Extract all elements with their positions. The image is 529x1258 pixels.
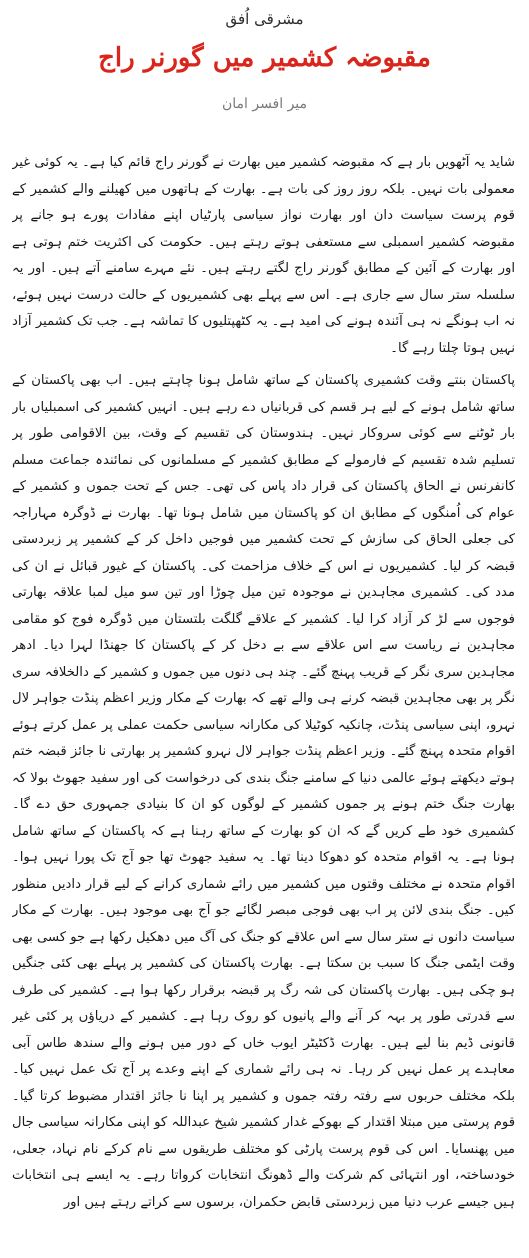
article-headline: مقبوضہ کشمیر میں گورنر راج xyxy=(98,43,431,73)
article-paragraph-2: پاکستان بنتے وقت کشمیری پاکستان کے ساتھ شامل ہونا چاہتے ہیں۔ اب بھی پاکستان کے ساتھ شامل ہونے کے لیے ہر قسم کی قربانیاں دے رہے ہیں۔ انہیں کشمیر کی اسمبلیاں بار بار ٹوٹنے سے کوئی سروکار نہیں۔ ہندوستان کی تقسیم کے وقت، بین الاقوامی طور پر تسلیم شدہ تقسیم کے فارمولے کے مطابق کشمیر کے مسلمانوں کی نمائندہ جماعت مسلم کانفرنس نے الحاق پاکستان کی قرار داد پاس کی تھی۔ جس کے تحت جموں و کشمیر کے عوام کی اُمنگوں کے مطابق ان کو پاکستان میں شامل ہونا تھا۔ بھارت نے ڈوگرہ مہاراجہ کی جعلی الحاق کی سازش کے تحت کشمیر میں فوجیں داخل کر کے کشمیر پر زبردستی قبضہ کر لیا۔ کشمیریوں نے اس کے خلاف مزاحمت کی۔ پاکستان کے غیور قبائل نے ان کی مدد کی۔ کشمیری مجاہدین نے موجودہ تین میل چوڑا اور تین سو میل لمبا علاقہ بھارتی فوجوں سے لڑ کر آزاد کرا لیا۔ کشمیر کے علاقے گلگت بلتستان میں ڈوگرہ فوج کو مقامی مجاہدین نے ریاست سے اس علاقے سے بے دخل کر کے پاکستان کا جھنڈا لہرا دیا۔ ادھر مجاہدین سری نگر کے قریب پہنچ گئے۔ چند ہی دنوں میں جموں و کشمیر کے دالخلافہ سری نگر پر بھی مجاہدین قبضہ کرنے ہی والے تھے کہ بھارت کے مکار وزیر اعظم پنڈت جواہر لال نہرو، اپنی سیاسی پنڈت، چانکیہ کوٹیلا کی مکارانہ سیاسی حکمت عملی پر عمل کرتے ہوئے اقوام متحدہ پہنچ گئے۔ وزیر اعظم پنڈت جواہر لال نہرو کشمیر پر بھارتی نا جائز قبضہ ختم ہوتے دیکھتے ہوئے عالمی دنیا کے سامنے جنگ بندی کی درخواست کی اور سفید جھوٹ بولا کہ بھارت جنگ ختم ہونے پر جموں کشمیر کے لوگوں کو ان کا بنیادی جمہوری حق دے گا۔ کشمیری خود طے کریں گے کہ ان کو بھارت کے ساتھ رہنا ہے کہ پاکستان کے ساتھ شامل ہونا ہے۔ یہ اقوام متحدہ کو دھوکا دینا تھا۔ یہ سفید جھوٹ تھا جو آج تک پورا نہیں ہوا۔ اقوام متحدہ نے مختلف وقتوں میں کشمیر میں رائے شماری کرانے کے لیے قرار دادیں منظور کیں۔ جنگ بندی لائن پر اب بھی فوجی مبصر لگائے جو آج بھی موجود ہیں۔ بھارت کے مکار سیاست دانوں نے ستر سال سے اس علاقے کو جنگ کی آگ میں دھکیل رکھا ہے جو کسی بھی وقت ایٹمی جنگ کا سبب بن سکتا ہے۔ بھارت پاکستان کی کشمیر پر پہلے بھی کئی جنگیں ہو چکی ہیں۔ بھارت پاکستان کی شہ رگ پر قبضہ برقرار رکھا ہوا ہے۔ کشمیر کی طرف سے قدرتی طور پر بہہ کر آنے والے پانیوں کو روک رہا ہے۔ کشمیر کے دریاؤں پر کئی غیر قانونی ڈیم بنا لیے ہیں۔ بھارت ڈکٹیٹر ایوب خاں کے دور میں ہونے والے سندھ طاس آبی معاہدے پر عمل نہیں کر رہا۔ نہ ہی رائے شماری کے اپنے وعدے پر آج تک عمل نہیں کیا۔ بلکہ مختلف حربوں سے رفتہ رفتہ جموں و کشمیر پر اپنا نا جائز اقتدار مضبوط کرتا گیا۔ قوم پرستی میں مبتلا اقتدار کے بھوکے غدار کشمیر شیخ عبداللہ کو اپنی مکارانہ سیاسی جال میں پھنسایا۔ اس کی قوم پرست پارٹی کو مختلف طریقوں سے نام کرکے نام نہاد، جعلی، خودساختہ، اور انتہائی کم شرکت والے ڈھونگ انتخابات کرواتا رہے۔ یہ ایسے ہی انتخابات ہیں جیسے عرب دنیا میں زبردستی قابض حکمران، برسوں سے کراتے رہتے ہیں اور xyxy=(12,373,515,1210)
article-paragraph-1: شاید یہ آٹھویں بار ہے کہ مقبوضہ کشمیر میں بھارت نے گورنر راج قائم کیا ہے۔ یہ کوئی غیر معمولی بات نہیں۔ بلکہ روز روز کی بات ہے۔ بھارت کے ہاتھوں میں کھیلنے والے کشمیر کے قوم پرست سیاست دان اور بھارت نواز سیاسی پارٹیاں اپنے مفادات پورے ہو جانے پر مقبوضہ کشمیر اسمبلی سے مستعفی ہوتے رہتے ہیں۔ حکومت کی اکثریت ختم ہوتی ہے اور بھارت کے آئین کے مطابق گورنر راج لگتے رہتے ہیں۔ نئے مہرے سامنے آتے ہیں۔ اور یہ سلسلہ ستر سال سے جاری ہے۔ اس سے پہلے بھی کشمیریوں کے حالت درست نہیں ہوئے، نہ اب ہونگے نہ ہی آئندہ ہونے کی امید ہے۔ یہ کٹھپتلیوں کا تماشہ ہے۔ جب تک کشمیر آزاد نہیں ہوتا چلتا رہے گا۔ xyxy=(12,155,515,356)
article-header xyxy=(0,0,529,116)
article-body xyxy=(12,150,515,1258)
column-title: مشرقی اُفق xyxy=(225,10,304,28)
author-byline: میر افسر امان xyxy=(221,96,308,112)
